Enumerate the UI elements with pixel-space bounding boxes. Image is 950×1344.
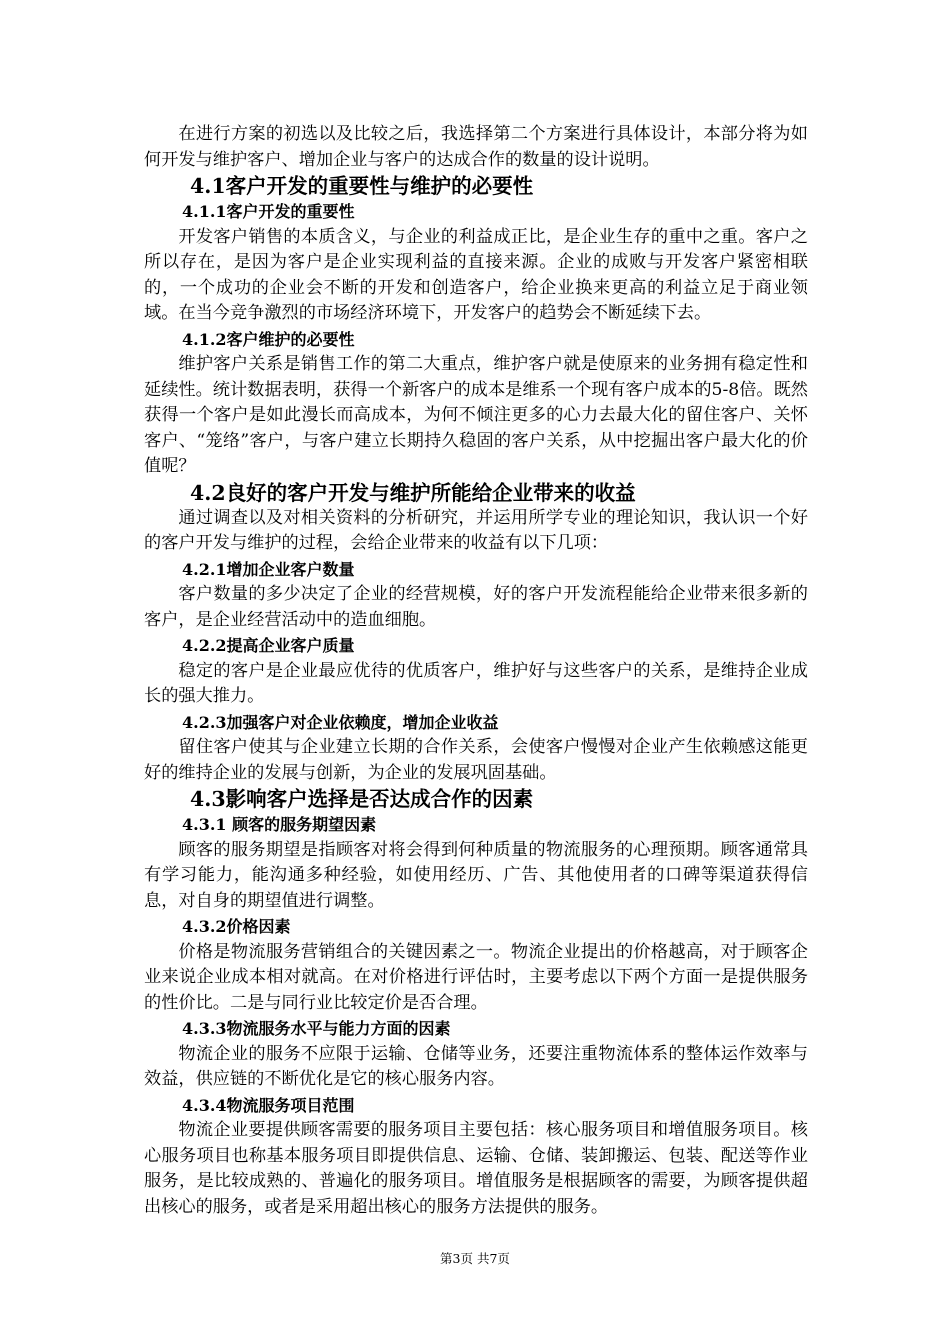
subsection-heading: 4.2.1增加企业客户数量 [182,559,355,579]
subsection-heading: 4.2.3加强客户对企业依赖度，增加企业收益 [182,712,499,732]
paragraph: 在进行方案的初选以及比较之后，我选择第二个方案进行具体设计，本部分将为如何开发与维护客户、增加企业与客户的达成合作的数量的设计说明。 [144,124,808,170]
paragraph: 客户数量的多少决定了企业的经营规模，好的客户开发流程能给企业带来很多新的客户，是企业经营活动中的造血细胞。 [144,584,808,630]
document-body [144,122,808,1220]
subsection-heading: 4.3.4物流服务项目范围 [182,1095,355,1115]
paragraph: 维护客户关系是销售工作的第二大重点，维护客户就是使原来的业务拥有稳定性和延续性。统计数据表明，获得一个新客户的成本是维系一个现有客户成本的5-8倍。既然获得一个客户是如此漫长而高成本，为何不倾注更多的心力去最大化的留住客户、关怀客户、“笼络”客户，与客户建立长期持久稳固的客户关系，从中挖掘出客户最大化的价值呢？ [144,354,808,476]
section-heading: 4.2良好的客户开发与维护所能给企业带来的收益 [190,480,636,505]
paragraph: 留住客户使其与企业建立长期的合作关系，会使客户慢慢对企业产生依赖感这能更好的维持企业的发展与创新，为企业的发展巩固基础。 [144,737,808,783]
subsection-heading: 4.1.1客户开发的重要性 [182,202,355,221]
paragraph: 开发客户销售的本质含义，与企业的利益成正比，是企业生存的重中之重。客户之所以存在，是因为客户是企业实现利益的直接来源。企业的成败与开发客户紧密相联的，一个成功的企业会不断的开发和创造客户，给企业换来更高的利益立足于商业领域。在当今竞争激烈的市场经济环境下，开发客户的趋势会不断延续下去。 [144,226,808,323]
paragraph: 物流企业的服务不应限于运输、仓储等业务，还要注重物流体系的整体运作效率与效益，供应链的不断优化是它的核心服务内容。 [144,1043,808,1089]
section-heading: 4.1客户开发的重要性与维护的必要性 [190,174,534,198]
subsection-heading: 4.1.2客户维护的必要性 [182,329,355,349]
subsection-heading: 4.3.2价格因素 [182,917,291,936]
section-heading: 4.3影响客户选择是否达成合作的因素 [190,787,534,811]
subsection-heading: 4.3.1 顾客的服务期望因素 [182,815,377,834]
paragraph: 价格是物流服务营销组合的关键因素之一。物流企业提出的价格越高，对于顾客企业来说企业成本相对就高。在对价格进行评估时，主要考虑以下两个方面一是提供服务的性价比。二是与同行业比较定价是否合理。 [144,941,808,1013]
subsection-heading: 4.2.2提高企业客户质量 [182,636,355,655]
paragraph: 通过调查以及对相关资料的分析研究，并运用所学专业的理论知识，我认识一个好的客户开发与维护的过程，会给企业带来的收益有以下几项： [144,507,808,553]
page-footer: 第3页 共7页 [440,1251,510,1266]
paragraph: 顾客的服务期望是指顾客对将会得到何种质量的物流服务的心理预期。顾客通常具有学习能力，能沟通多种经验，如使用经历、广告、其他使用者的口碑等渠道获得信息，对自身的期望值进行调整。 [144,839,808,911]
subsection-heading: 4.3.3物流服务水平与能力方面的因素 [182,1019,451,1038]
paragraph: 稳定的客户是企业最应优待的优质客户，维护好与这些客户的关系，是维持企业成长的强大推力。 [144,660,808,706]
paragraph: 物流企业要提供顾客需要的服务项目主要包括：核心服务项目和增值服务项目。核心服务项目也称基本服务项目即提供信息、运输、仓储、装卸搬运、包装、配送等作业服务，是比较成熟的、普遍化的服务项目。增值服务是根据顾客的需要，为顾客提供超出核心的服务，或者是采用超出核心的服务方法提供的服务。 [144,1120,808,1217]
